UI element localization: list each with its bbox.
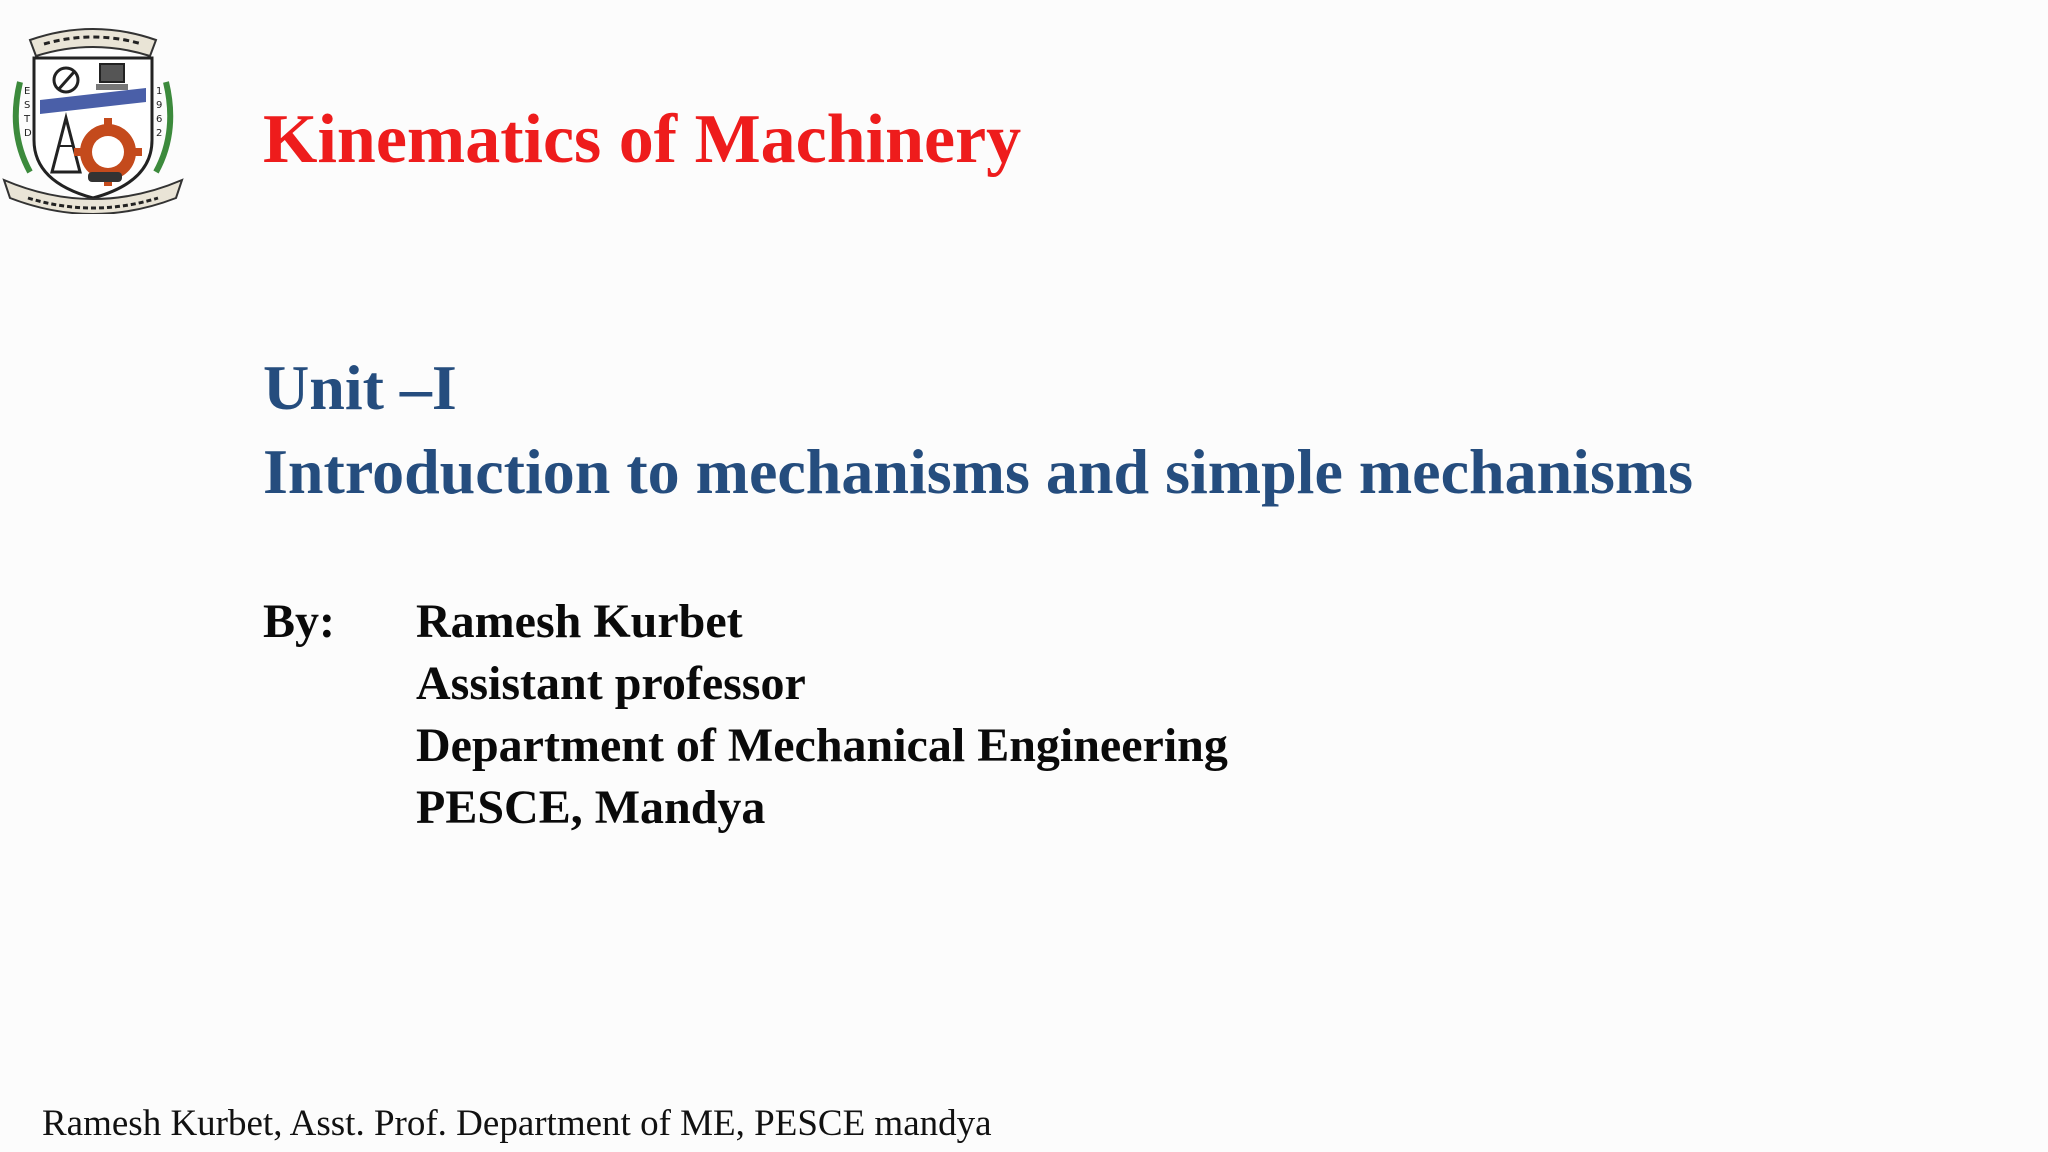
author-designation: Assistant professor bbox=[416, 657, 806, 710]
logo-estd-e: E bbox=[24, 86, 31, 97]
slide-footer: Ramesh Kurbet, Asst. Prof. Department of ME, PESCE mandya bbox=[42, 1103, 992, 1144]
college-crest-icon bbox=[0, 22, 186, 214]
unit-number: Unit –I bbox=[263, 352, 457, 423]
unit-heading-block bbox=[263, 346, 1693, 514]
logo-estd-s: S bbox=[24, 100, 31, 111]
logo-estd-d: D bbox=[24, 128, 32, 139]
logo-year-2: 2 bbox=[156, 128, 163, 139]
author-institution: PESCE, Mandya bbox=[416, 781, 766, 834]
unit-subtitle: Introduction to mechanisms and simple mechanisms bbox=[263, 436, 1694, 507]
logo-year-6: 6 bbox=[156, 114, 163, 125]
by-label: By: bbox=[263, 595, 335, 648]
author-details bbox=[416, 591, 1228, 839]
slide-title: Kinematics of Machinery bbox=[263, 101, 1022, 178]
author-department: Department of Mechanical Engineering bbox=[416, 719, 1228, 772]
logo-year-9: 9 bbox=[156, 100, 163, 111]
logo-estd-t: T bbox=[24, 114, 31, 125]
author-name: Ramesh Kurbet bbox=[416, 595, 743, 648]
logo-year-1: 1 bbox=[156, 86, 163, 97]
